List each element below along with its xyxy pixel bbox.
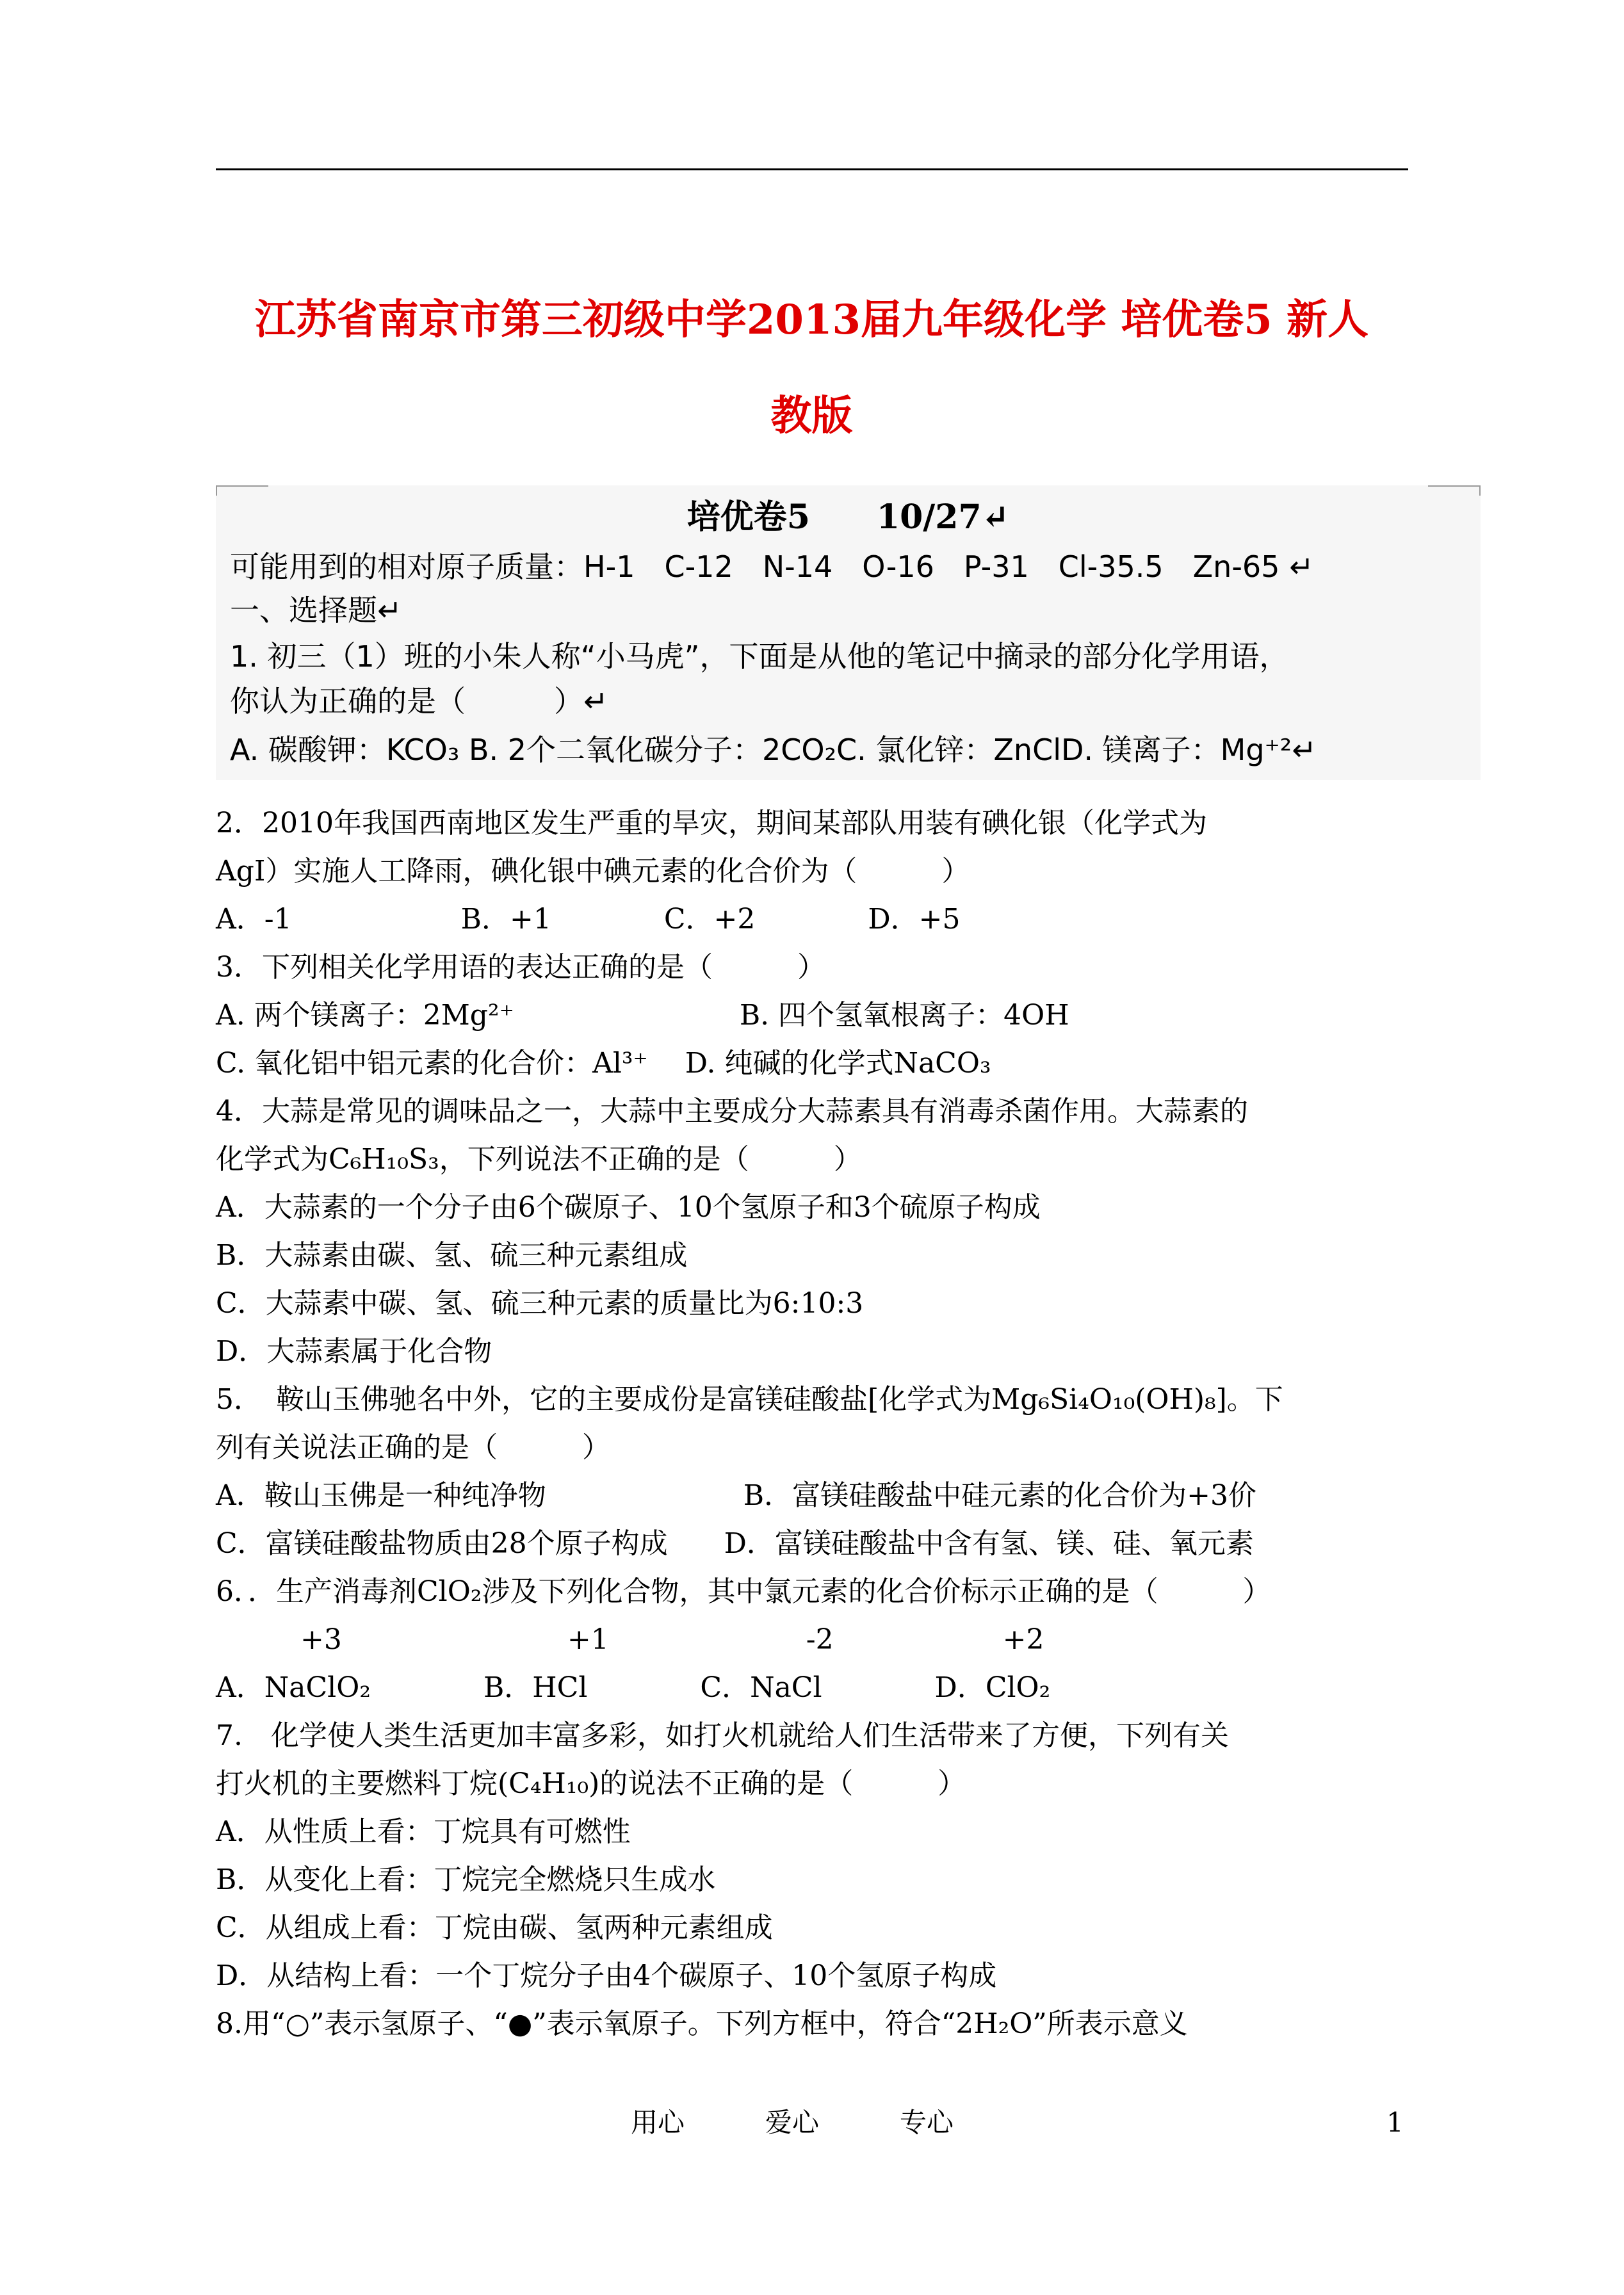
question-line: D．大蒜素属于化合物 <box>216 1335 492 1368</box>
question-line: 化学式为C₆H₁₀S₃，下列说法不正确的是（ ） <box>216 1143 862 1176</box>
question-line: A．NaClO₂ B．HCl C．NaCl D．ClO₂ <box>216 1671 1051 1704</box>
question-line: D．从结构上看：一个丁烷分子由4个碳原子、10个氢原子构成 <box>216 1959 997 1992</box>
valence-labels: +3 +1 -2 +2 <box>216 1623 1044 1656</box>
question-line: AgI）实施人工降雨，碘化银中碘元素的化合价为（ ） <box>216 855 970 888</box>
question-line: A．从性质上看：丁烷具有可燃性 <box>216 1815 631 1848</box>
question-line: C. 氧化铝中铝元素的化合价：Al³⁺ D. 纯碱的化学式NaCO₃ <box>216 1047 991 1080</box>
question-line: A．鞍山玉佛是一种纯净物 B．富镁硅酸盐中硅元素的化合价为+3价 <box>216 1479 1256 1512</box>
question-1-line1: 1. 初三（1）班的小朱人称“小马虎”，下面是从他的笔记中摘录的部分化学用语， <box>230 639 1289 674</box>
footer-motto: 用心 爱心 专心 <box>631 2107 954 2138</box>
question-line: 2．2010年我国西南地区发生严重的旱灾，期间某部队用装有碘化银（化学式为 <box>216 807 1207 839</box>
question-line: 8.用“○”表示氢原子、“●”表示氧原子。下列方框中，符合“2H₂O”所表示意义 <box>216 2007 1188 2040</box>
page-number: 1 <box>1386 2107 1404 2138</box>
question-line: 4．大蒜是常见的调味品之一，大蒜中主要成分大蒜素具有消毒杀菌作用。大蒜素的 <box>216 1095 1248 1128</box>
question-line: 7. 化学使人类生活更加丰富多彩，如打火机就给人们生活带来了方便，下列有关 <box>216 1719 1229 1752</box>
question-line: A. 两个镁离子：2Mg²⁺ B. 四个氢氧根离子：4OH <box>216 999 1069 1032</box>
question-line: C．大蒜素中碳、氢、硫三种元素的质量比为6:10:3 <box>216 1287 864 1320</box>
worksheet-heading: 培优卷5 10/27↵ <box>686 498 1010 537</box>
question-line: C．富镁硅酸盐物质由28个原子构成 D．富镁硅酸盐中含有氢、镁、硅、氧元素 <box>216 1527 1254 1560</box>
question-line: A．大蒜素的一个分子由6个碳原子、10个氢原子和3个硫原子构成 <box>216 1191 1041 1224</box>
document-title-line2: 教版 <box>770 392 853 440</box>
document-title-line1: 江苏省南京市第三初级中学2013届九年级化学 培优卷5 新人 <box>254 296 1369 344</box>
atomic-mass-line: 可能用到的相对原子质量：H-1 C-12 N-14 O-16 P-31 Cl-35.5 Zn-65 ↵ <box>230 549 1314 584</box>
question-line: B．大蒜素由碳、氢、硫三种元素组成 <box>216 1239 688 1272</box>
embedded-screenshot <box>216 485 1481 780</box>
question-line: 打火机的主要燃料丁烷(C₄H₁₀)的说法不正确的是（ ） <box>216 1767 966 1800</box>
question-line: 列有关说法正确的是（ ） <box>216 1431 610 1464</box>
question-line: A．-1 B．+1 C．+2 D．+5 <box>216 903 961 936</box>
question-1-options: A. 碳酸钾：KCO₃ B. 2个二氧化碳分子：2CO₂C. 氯化锌：ZnClD. 镁离子：Mg⁺²↵ <box>230 733 1317 767</box>
question-line: C．从组成上看：丁烷由碳、氢两种元素组成 <box>216 1911 773 1944</box>
question-line: 3．下列相关化学用语的表达正确的是（ ） <box>216 951 825 984</box>
question-line: 6．．生产消毒剂ClO₂涉及下列化合物，其中氯元素的化合价标示正确的是（ ） <box>216 1575 1271 1608</box>
question-line: 5． 鞍山玉佛驰名中外，它的主要成份是富镁硅酸盐[化学式为Mg₆Si₄O₁₀(OH)₈]。下 <box>216 1383 1283 1416</box>
question-line: B．从变化上看：丁烷完全燃烧只生成水 <box>216 1863 716 1896</box>
question-1-line2: 你认为正确的是（ ）↵ <box>230 684 608 718</box>
header-rule <box>216 168 1408 170</box>
section-heading: 一、选择题↵ <box>230 593 402 628</box>
